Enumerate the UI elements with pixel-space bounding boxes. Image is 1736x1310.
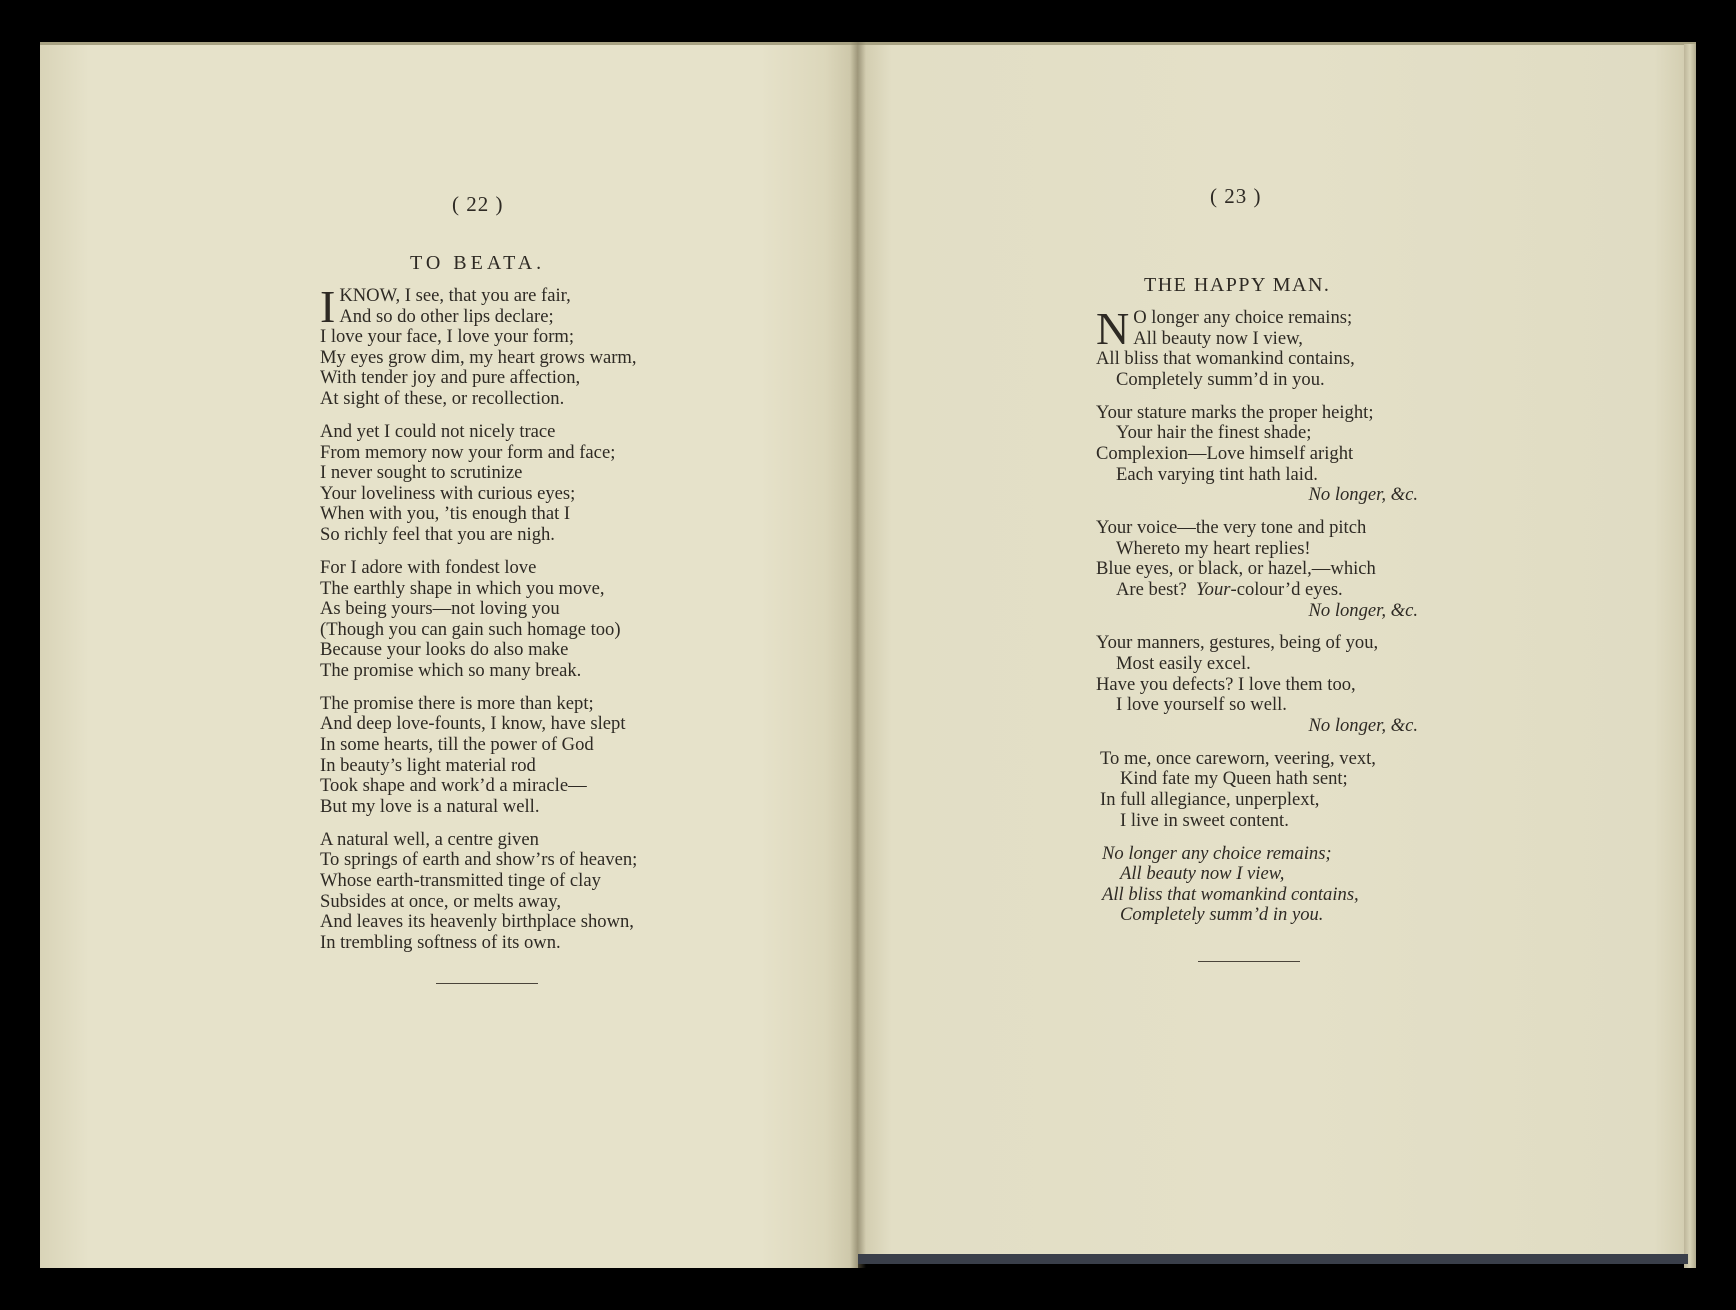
poem-line: Your voice—the very tone and pitch bbox=[1096, 517, 1367, 539]
poem-line: Completely summ’d in you. bbox=[1116, 368, 1325, 390]
poem-line: Kind fate my Queen hath sent; bbox=[1120, 768, 1348, 790]
poem-line: O longer any choice remains; bbox=[1133, 307, 1353, 328]
poem-to-beata bbox=[320, 281, 700, 966]
poem-line: And yet I could not nicely trace bbox=[320, 420, 556, 442]
poem-line: In full allegiance, unperplext, bbox=[1100, 789, 1320, 811]
poem-line: (Though you can gain such homage too) bbox=[320, 618, 621, 640]
poem-line: And deep love-founts, I know, have slept bbox=[320, 713, 626, 735]
poem-line: No longer any choice remains; bbox=[1102, 842, 1332, 864]
poem-line: Your stature marks the proper height; bbox=[1096, 401, 1374, 423]
poem-line: My eyes grow dim, my heart grows warm, bbox=[320, 346, 637, 368]
poem-line: I love yourself so well. bbox=[1116, 694, 1287, 716]
poem-line: And leaves its heavenly birthplace shown, bbox=[320, 911, 634, 933]
poem-line: I love your face, I love your form; bbox=[320, 326, 575, 348]
poem-line: I never sought to scrutinize bbox=[320, 462, 523, 484]
poem-line: To me, once careworn, veering, vext, bbox=[1100, 747, 1376, 769]
stanza-4 bbox=[320, 694, 700, 818]
stanza-2 bbox=[1096, 403, 1426, 506]
poem-line: In trembling softness of its own. bbox=[320, 931, 561, 953]
poem-line bbox=[1096, 580, 1426, 601]
refrain: No longer, &c. bbox=[1308, 714, 1418, 736]
poem-title-left: TO BEATA. bbox=[410, 252, 546, 274]
stanza-3 bbox=[1096, 518, 1426, 621]
poem-line: All beauty now I view, bbox=[1120, 863, 1285, 885]
poem-line: Took shape and work’d a miracle— bbox=[320, 775, 587, 797]
stanza-1 bbox=[1096, 303, 1426, 390]
stanza-3 bbox=[320, 558, 700, 682]
line-prefix: Are best? bbox=[1116, 578, 1197, 600]
poem-line: From memory now your form and face; bbox=[320, 441, 616, 463]
poem-line: At sight of these, or recollection. bbox=[320, 387, 565, 409]
stanza-2 bbox=[320, 422, 700, 546]
poem-line: To springs of earth and show’rs of heaven; bbox=[320, 849, 638, 871]
stanza-5 bbox=[320, 830, 700, 954]
poem-line: And so do other lips declare; bbox=[339, 305, 554, 327]
poem-line: Subsides at once, or melts away, bbox=[320, 890, 561, 912]
book-gutter bbox=[850, 42, 866, 1268]
poem-line: Completely summ’d in you. bbox=[1120, 904, 1324, 926]
poem-line: In beauty’s light material rod bbox=[320, 754, 536, 776]
poem-line: But my love is a natural well. bbox=[320, 795, 540, 817]
poem-line: All beauty now I view, bbox=[1133, 327, 1303, 349]
poem-line: The promise which so many break. bbox=[320, 659, 582, 681]
poem-line: Your manners, gestures, being of you, bbox=[1096, 632, 1379, 654]
italic-word: Your bbox=[1196, 578, 1231, 600]
stanza-1 bbox=[320, 281, 700, 410]
page-number-right: ( 23 ) bbox=[1210, 184, 1262, 208]
page-number-left: ( 22 ) bbox=[452, 192, 504, 216]
poem-line: The promise there is more than kept; bbox=[320, 692, 594, 714]
poem-line: For I adore with fondest love bbox=[320, 556, 537, 578]
final-stanza bbox=[1096, 844, 1426, 926]
poem-line: Complexion—Love himself aright bbox=[1096, 442, 1354, 464]
line-suffix: -colour’d eyes. bbox=[1230, 578, 1343, 600]
end-rule-left bbox=[436, 983, 538, 984]
poem-line: In some hearts, till the power of God bbox=[320, 734, 594, 756]
poem-title-right: THE HAPPY MAN. bbox=[1144, 274, 1331, 296]
refrain: No longer, &c. bbox=[1308, 599, 1418, 621]
stanza-4 bbox=[1096, 633, 1426, 736]
poem-line: When with you, ’tis enough that I bbox=[320, 503, 571, 525]
poem-the-happy-man bbox=[1096, 303, 1426, 938]
poem-line: KNOW, I see, that you are fair, bbox=[339, 285, 571, 306]
poem-line: So richly feel that you are nigh. bbox=[320, 523, 555, 545]
drop-cap-left: I bbox=[320, 281, 336, 332]
poem-line: As being yours—not loving you bbox=[320, 598, 560, 620]
poem-line: Most easily excel. bbox=[1116, 653, 1251, 675]
poem-line: I live in sweet content. bbox=[1120, 809, 1289, 831]
stanza-5 bbox=[1096, 749, 1426, 831]
poem-line: The earthly shape in which you move, bbox=[320, 577, 605, 599]
end-rule-right bbox=[1198, 961, 1300, 962]
poem-line: With tender joy and pure affection, bbox=[320, 367, 581, 389]
poem-line: Whereto my heart replies! bbox=[1116, 537, 1311, 559]
poem-line: All bliss that womankind contains, bbox=[1096, 348, 1355, 370]
poem-line: Blue eyes, or black, or hazel,—which bbox=[1096, 558, 1376, 580]
poem-line: Your hair the finest shade; bbox=[1116, 422, 1312, 444]
poem-line: Your loveliness with curious eyes; bbox=[320, 482, 576, 504]
poem-line: Each varying tint hath laid. bbox=[1116, 463, 1318, 485]
poem-line: Whose earth-transmitted tinge of clay bbox=[320, 870, 601, 891]
drop-cap-right: N bbox=[1096, 303, 1130, 354]
page-edge bbox=[1684, 44, 1696, 1268]
refrain: No longer, &c. bbox=[1308, 484, 1418, 506]
poem-line: All bliss that womankind contains, bbox=[1102, 883, 1359, 905]
poem-line: Because your looks do also make bbox=[320, 639, 569, 661]
poem-line: Have you defects? I love them too, bbox=[1096, 673, 1356, 695]
poem-line: A natural well, a centre given bbox=[320, 828, 539, 850]
binding-edge bbox=[858, 1254, 1688, 1264]
